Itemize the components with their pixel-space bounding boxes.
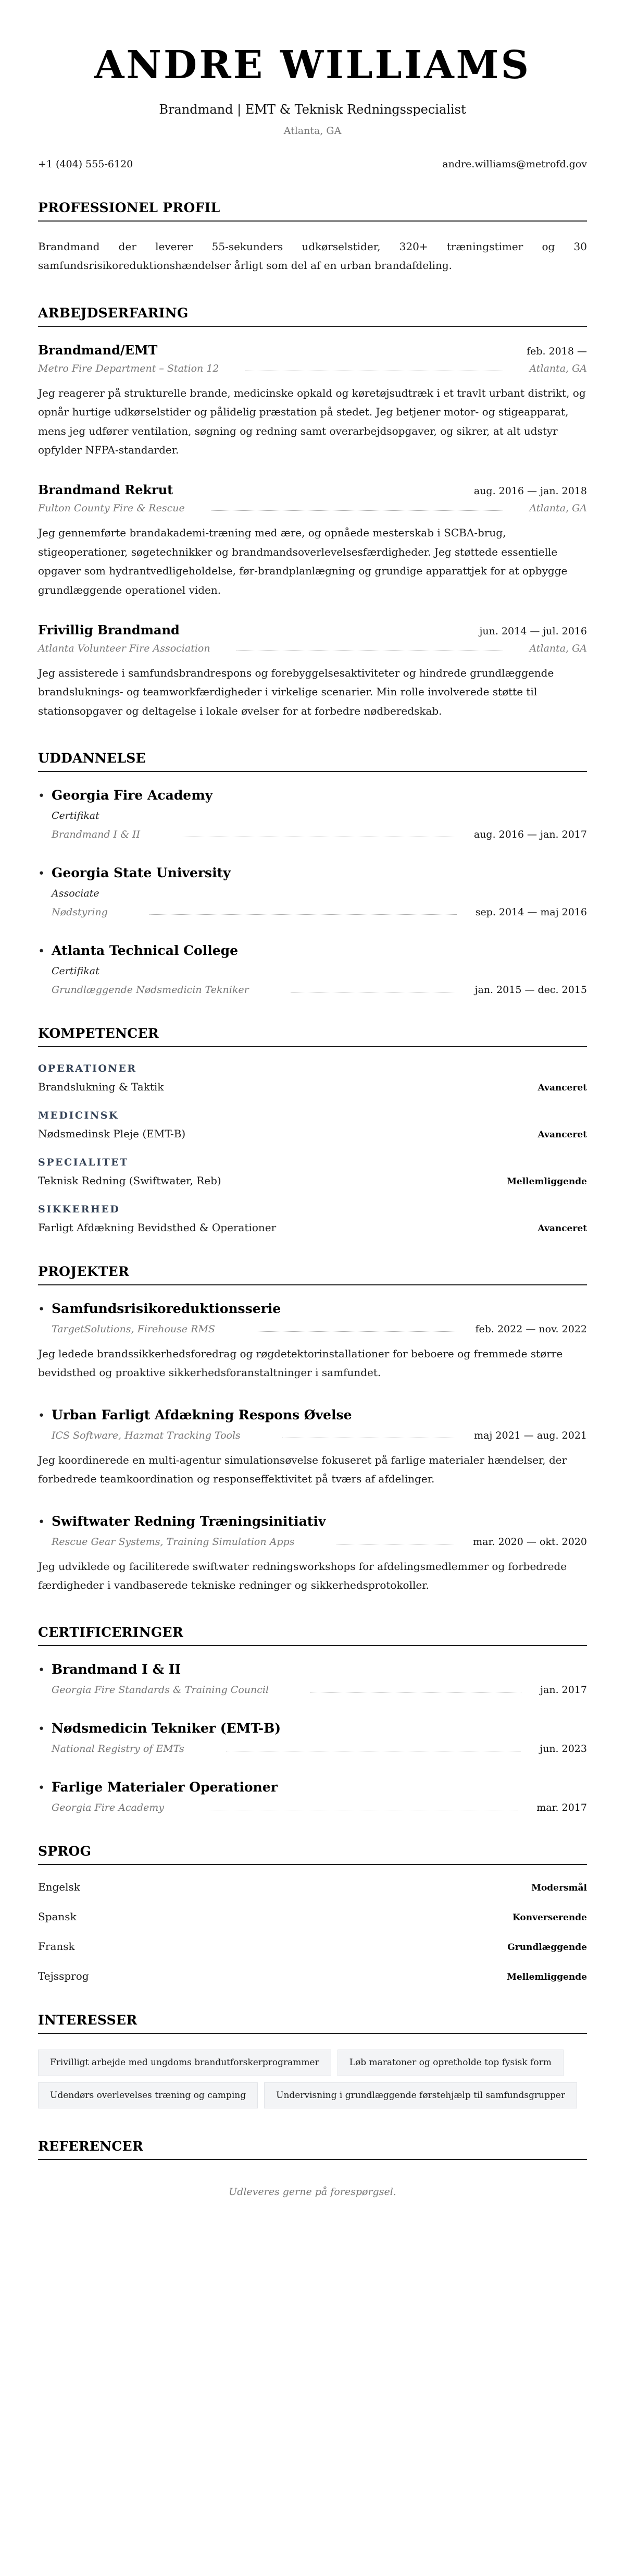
bullet-icon: •: [38, 1723, 45, 1736]
interest-tag: Frivilligt arbejde med ungdoms brandutforskerprogrammer: [38, 2050, 331, 2076]
language-name: Fransk: [38, 1940, 75, 1953]
section-references: [38, 2139, 587, 2198]
job-location: Atlanta, GA: [529, 642, 587, 654]
field-of-study: Brandmand I & II: [52, 829, 141, 841]
project-description: Jeg udviklede og faciliterede swiftwater redningsworkshops for afdelingsmedlemmer og forbedrede færdigheder i vandbaserede tekniske redninger og sikkerhedsprotokoller.: [38, 1560, 567, 1592]
job-title: Brandmand/EMT: [38, 342, 158, 358]
language-row: [38, 1970, 587, 1982]
language-row: [38, 1910, 587, 1923]
job-description: Jeg reagerer på strukturelle brande, medicinske opkald og køretøjsudtræk i et travlt urbant distrikt, og opnår hurtige udkørselstider og pålidelig præstation på stedet. Jeg betjener motor- og stigeapparat, mens jeg udfører ventilation, søgning og redning samt overarbejdsopgaver, og sikrer, at alt udstyr opfylder NFPA-standarder.: [38, 386, 586, 456]
skill-group: [38, 1157, 587, 1187]
phone-number[interactable]: +1 (404) 555-6120: [38, 158, 133, 170]
job-description: Jeg assisterede i samfundsbrandrespons og forebyggelsesaktiviteter og hindrede grundlæggende brandsluknings- og teamworkfærdigheder i virkelige scenarier. Min rolle involverede støtte til stationsopgaver og deltagelse i lokale øvelser for at forbedre nødberedskab.: [38, 666, 554, 717]
certification-name: Brandmand I & II: [52, 1662, 181, 1677]
field-of-study: Grundlæggende Nødsmedicin Tekniker: [52, 984, 249, 996]
bullet-icon: •: [38, 790, 45, 803]
skill-category: OPERATIONER: [38, 1063, 137, 1075]
bullet-icon: •: [38, 1303, 45, 1317]
project-entry: [38, 1301, 587, 1382]
section-title: SPROG: [38, 1844, 587, 1865]
section-title: CERTIFICERINGER: [38, 1625, 587, 1646]
certification-issuer: Georgia Fire Standards & Training Council: [52, 1684, 269, 1696]
project-name: Samfundsrisikoreduktionsserie: [52, 1301, 281, 1317]
candidate-headline: Brandmand | EMT & Teknisk Redningsspecialist: [159, 102, 466, 117]
job-employer: Fulton County Fire & Rescue: [38, 502, 185, 514]
dotted-leader: [211, 510, 504, 511]
section-languages: [38, 1844, 587, 1982]
skill-category: SIKKERHED: [38, 1204, 120, 1216]
certification-entry: [38, 1780, 587, 1813]
certification-name: Farlige Materialer Operationer: [52, 1780, 278, 1795]
certification-date: mar. 2017: [536, 1802, 587, 1814]
interest-tag: Undervisning i grundlæggende førstehjælp til samfundsgrupper: [264, 2082, 577, 2108]
section-title: PROFESSIONEL PROFIL: [38, 200, 587, 222]
section-projects: [38, 1264, 587, 1594]
section-title: KOMPETENCER: [38, 1026, 587, 1047]
language-row: [38, 1940, 587, 1953]
dotted-leader: [149, 914, 457, 915]
project-dates: maj 2021 — aug. 2021: [474, 1429, 587, 1441]
job-title: Frivillig Brandmand: [38, 622, 180, 637]
education-entry: [38, 943, 587, 996]
section-certifications: [38, 1625, 587, 1813]
contact-row: [38, 158, 587, 170]
language-name: Spansk: [38, 1910, 77, 1923]
certification-name: Nødsmedicin Tekniker (EMT-B): [52, 1721, 281, 1736]
section-education: [38, 751, 587, 996]
interest-tag: Løb maratoner og opretholde top fysisk form: [338, 2050, 564, 2076]
skill-level: Avanceret: [538, 1223, 587, 1234]
certification-issuer: National Registry of EMTs: [52, 1743, 184, 1755]
project-entry: [38, 1514, 587, 1595]
project-dates: mar. 2020 — okt. 2020: [473, 1536, 587, 1548]
project-tools: Rescue Gear Systems, Training Simulation Apps: [52, 1536, 295, 1548]
project-description: Jeg ledede brandssikkerhedsforedrag og røgdetektorinstallationer for beboere og fremmede større bevidsthed og proaktive sikkerhedsforanstaltninger i samfundet.: [38, 1347, 563, 1379]
bullet-icon: •: [38, 1782, 45, 1795]
section-experience: [38, 305, 587, 720]
skill-group: [38, 1063, 587, 1093]
language-name: Tejssprog: [38, 1970, 89, 1983]
certification-entry: [38, 1721, 587, 1755]
education-dates: jan. 2015 — dec. 2015: [474, 984, 587, 996]
candidate-name: ANDRE WILLIAMS: [94, 43, 531, 88]
bullet-icon: •: [38, 1515, 45, 1529]
language-level: Modersmål: [531, 1883, 587, 1894]
skill-group: [38, 1204, 587, 1234]
language-level: Grundlæggende: [507, 1942, 587, 1953]
school-name: Georgia State University: [52, 865, 231, 881]
interest-tag: Udendørs overlevelses træning og camping: [38, 2082, 258, 2108]
skill-name: Teknisk Redning (Swiftwater, Reb): [38, 1174, 221, 1187]
job-location: Atlanta, GA: [529, 502, 587, 514]
project-entry: [38, 1407, 587, 1489]
skill-category: SPECIALITET: [38, 1157, 129, 1169]
language-name: Engelsk: [38, 1881, 80, 1894]
job-employer: Metro Fire Department – Station 12: [38, 362, 219, 374]
skill-group: [38, 1110, 587, 1140]
project-tools: TargetSolutions, Firehouse RMS: [52, 1323, 215, 1335]
job-dates: feb. 2018 —: [527, 345, 587, 357]
language-level: Konverserende: [512, 1912, 587, 1923]
field-of-study: Nødstyring: [52, 906, 108, 918]
language-row: [38, 1881, 587, 1893]
section-skills: [38, 1026, 587, 1234]
language-level: Mellemliggende: [507, 1972, 587, 1983]
job-employer: Atlanta Volunteer Fire Association: [38, 642, 210, 654]
skill-name: Farligt Afdækning Bevidsthed & Operationer: [38, 1221, 277, 1234]
school-name: Georgia Fire Academy: [52, 788, 213, 803]
skill-name: Nødsmedinsk Pleje (EMT-B): [38, 1127, 186, 1140]
project-name: Urban Farligt Afdækning Respons Øvelse: [52, 1407, 352, 1422]
education-dates: sep. 2014 — maj 2016: [475, 906, 587, 918]
section-title: ARBEJDSERFARING: [38, 305, 587, 327]
skill-level: Mellemliggende: [507, 1176, 587, 1187]
degree-type: Certifikat: [52, 810, 99, 822]
profile-summary: Brandmand der leverer 55-sekunders udkørselstider, 320+ træningstimer og 30 samfundsrisikoreduktionshændelser årligt som del af en urban brandafdeling.: [38, 240, 587, 272]
job-dates: aug. 2016 — jan. 2018: [473, 485, 587, 497]
job-entry: [38, 622, 587, 720]
dotted-leader: [257, 1331, 457, 1332]
job-title: Brandmand Rekrut: [38, 482, 173, 498]
section-title: PROJEKTER: [38, 1264, 587, 1285]
bullet-icon: •: [38, 1664, 45, 1677]
project-name: Swiftwater Redning Træningsinitiativ: [52, 1513, 326, 1529]
job-entry: [38, 342, 587, 460]
project-dates: feb. 2022 — nov. 2022: [475, 1323, 587, 1335]
resume-header: [38, 43, 587, 170]
section-interests: [38, 2013, 587, 2108]
skill-level: Avanceret: [538, 1083, 587, 1094]
certification-date: jun. 2023: [540, 1743, 587, 1755]
skill-category: MEDICINSK: [38, 1110, 119, 1122]
candidate-location: Atlanta, GA: [283, 125, 342, 137]
education-dates: aug. 2016 — jan. 2017: [473, 829, 587, 841]
email-address[interactable]: andre.williams@metrofd.gov: [442, 158, 587, 170]
job-location: Atlanta, GA: [529, 362, 587, 374]
section-title: REFERENCER: [38, 2139, 587, 2160]
section-title: INTERESSER: [38, 2013, 587, 2034]
section-profile: [38, 200, 587, 275]
bullet-icon: •: [38, 945, 45, 959]
job-description: Jeg gennemførte brandakademi-træning med ære, og opnåede mesterskab i SCBA-brug, stigeoperationer, søgetechnikker og brandmandsoverlevelsesfærdigheder. Jeg støttede essentielle opgaver som hydrantvedligeholdelse, før-brandplanlægning og grundige apparattjek for at opbygge grundlæggende operationel viden.: [38, 526, 568, 596]
skill-level: Avanceret: [538, 1130, 587, 1140]
job-entry: [38, 482, 587, 599]
project-tools: ICS Software, Hazmat Tracking Tools: [52, 1429, 241, 1441]
certification-entry: [38, 1662, 587, 1696]
project-description: Jeg koordinerede en multi-agentur simulationsøvelse fokuseret på farlige materialer hændelser, der forbedrede teamkoordination og responseffektivitet på tværs af afdelinger.: [38, 1453, 567, 1486]
references-note: Udleveres gerne på forespørgsel.: [229, 2186, 396, 2198]
certification-issuer: Georgia Fire Academy: [52, 1802, 165, 1814]
job-dates: jun. 2014 — jul. 2016: [479, 625, 587, 637]
school-name: Atlanta Technical College: [52, 943, 239, 959]
education-entry: [38, 865, 587, 918]
education-entry: [38, 788, 587, 840]
skill-name: Brandslukning & Taktik: [38, 1081, 164, 1094]
section-title: UDDANNELSE: [38, 751, 587, 772]
degree-type: Certifikat: [52, 965, 99, 977]
degree-type: Associate: [52, 888, 99, 900]
interest-tags: [38, 2050, 587, 2108]
bullet-icon: •: [38, 867, 45, 881]
bullet-icon: •: [38, 1409, 45, 1422]
certification-date: jan. 2017: [540, 1684, 587, 1696]
